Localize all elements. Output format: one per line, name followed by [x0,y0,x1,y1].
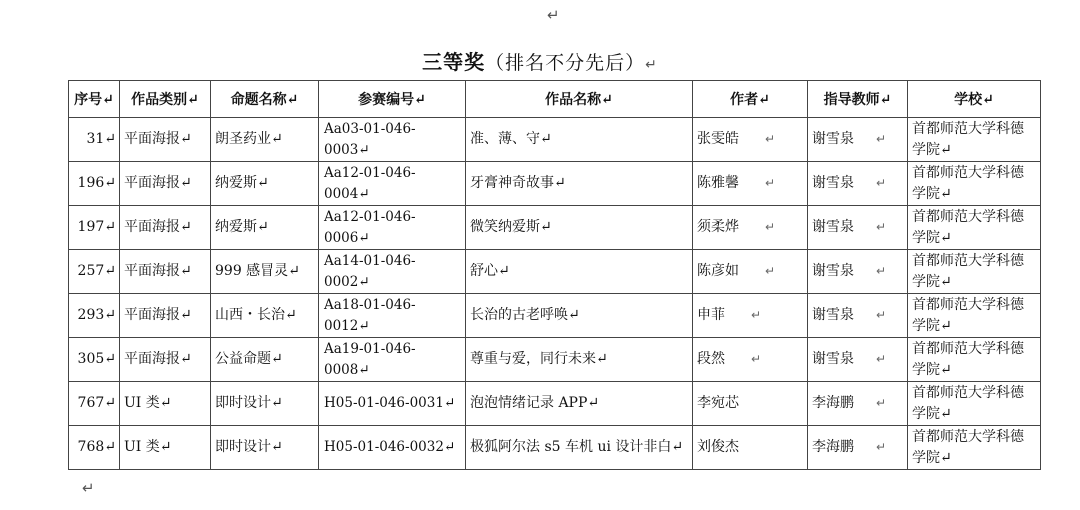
serial-number-cell: 257↵ [69,250,120,294]
category-cell: 平面海报↵ [120,338,211,382]
page-title [0,46,1080,75]
school-cell: 首都师范大学科德学院↵ [908,162,1041,206]
work-title-cell: 长治的古老呼唤↵ [466,294,693,338]
advisor-name: 谢雪泉 [812,263,854,279]
school-cell: 首都师范大学科德学院↵ [908,382,1041,426]
paragraph-mark: ↵ [876,352,887,366]
advisor-cell [808,338,908,382]
serial-number-cell: 767↵ [69,382,120,426]
serial-number-cell: 197↵ [69,206,120,250]
table-row [69,250,1041,294]
paragraph-mark: ↵ [876,308,887,322]
school-cell: 首都师范大学科德学院↵ [908,250,1041,294]
topic-cell: 公益命题↵ [211,338,319,382]
paragraph-mark: ↵ [876,440,887,454]
advisor-name: 谢雪泉 [812,219,854,235]
topic-cell: 纳爱斯↵ [211,162,319,206]
advisor-cell [808,250,908,294]
paragraph-mark-top: ↵ [547,6,560,24]
title-subtitle: （排名不分先后） [485,52,646,74]
topic-cell: 999 感冒灵↵ [211,250,319,294]
work-title-cell: 牙膏神奇故事↵ [466,162,693,206]
topic-cell: 即时设计↵ [211,382,319,426]
author-name: 陈雅馨 [697,175,739,191]
school-cell: 首都师范大学科德学院↵ [908,338,1041,382]
table-body [69,118,1041,470]
author-name: 刘俊杰 [697,439,739,455]
category-cell: UI 类↵ [120,382,211,426]
table-row [69,162,1041,206]
advisor-cell [808,382,908,426]
advisor-cell [808,118,908,162]
paragraph-mark: ↵ [876,396,887,410]
column-header: 作品类别↵ [120,81,211,118]
author-cell [693,338,808,382]
title-paragraph-mark: ↵ [645,57,658,73]
paragraph-mark: ↵ [876,264,887,278]
category-cell: 平面海报↵ [120,294,211,338]
paragraph-mark: ↵ [765,132,776,146]
category-cell: UI 类↵ [120,426,211,470]
author-name: 李宛芯 [697,395,739,411]
entry-code-cell: Aa18-01-046-0012↵ [319,294,466,338]
paragraph-mark: ↵ [876,132,887,146]
author-name: 申菲 [697,307,725,323]
author-cell [693,250,808,294]
topic-cell: 即时设计↵ [211,426,319,470]
paragraph-mark: ↵ [751,352,762,366]
author-cell [693,118,808,162]
table-row [69,118,1041,162]
entry-code-cell: Aa12-01-046-0004↵ [319,162,466,206]
serial-number-cell: 293↵ [69,294,120,338]
paragraph-mark: ↵ [765,176,776,190]
header-row [69,81,1041,118]
work-title-cell: 舒心↵ [466,250,693,294]
entry-code-cell: Aa03-01-046-0003↵ [319,118,466,162]
column-header: 作品名称↵ [466,81,693,118]
title-main: 三等奖 [422,50,486,74]
entry-code-cell: H05-01-046-0031↵ [319,382,466,426]
author-name: 陈彦如 [697,263,739,279]
author-cell [693,426,808,470]
paragraph-mark: ↵ [751,308,762,322]
topic-cell: 纳爱斯↵ [211,206,319,250]
school-cell: 首都师范大学科德学院↵ [908,206,1041,250]
work-title-cell: 微笑纳爱斯↵ [466,206,693,250]
column-header: 参赛编号↵ [319,81,466,118]
author-cell [693,382,808,426]
author-name: 张雯皓 [697,131,739,147]
category-cell: 平面海报↵ [120,162,211,206]
entry-code-cell: Aa14-01-046-0002↵ [319,250,466,294]
author-cell [693,294,808,338]
advisor-name: 李海鹏 [812,395,854,411]
paragraph-mark: ↵ [876,176,887,190]
table-row [69,206,1041,250]
topic-cell: 朗圣药业↵ [211,118,319,162]
entry-code-cell: Aa12-01-046-0006↵ [319,206,466,250]
school-cell: 首都师范大学科德学院↵ [908,294,1041,338]
column-header: 序号↵ [69,81,120,118]
advisor-name: 谢雪泉 [812,307,854,323]
table-row [69,294,1041,338]
paragraph-mark-bottom: ↵ [82,479,95,497]
school-cell: 首都师范大学科德学院↵ [908,118,1041,162]
author-cell [693,206,808,250]
author-name: 须柔烨 [697,219,739,235]
advisor-cell [808,206,908,250]
work-title-cell: 准、薄、守↵ [466,118,693,162]
table-row [69,382,1041,426]
advisor-cell [808,162,908,206]
paragraph-mark: ↵ [765,220,776,234]
category-cell: 平面海报↵ [120,206,211,250]
award-table [68,80,1041,470]
paragraph-mark: ↵ [765,264,776,278]
work-title-cell: 泡泡情绪记录 APP↵ [466,382,693,426]
category-cell: 平面海报↵ [120,118,211,162]
column-header: 作者↵ [693,81,808,118]
serial-number-cell: 196↵ [69,162,120,206]
topic-cell: 山西・长治↵ [211,294,319,338]
serial-number-cell: 305↵ [69,338,120,382]
advisor-name: 谢雪泉 [812,175,854,191]
advisor-cell [808,426,908,470]
paragraph-mark: ↵ [876,220,887,234]
advisor-name: 谢雪泉 [812,131,854,147]
work-title-cell: 尊重与爱，同行未来↵ [466,338,693,382]
table-row [69,426,1041,470]
work-title-cell: 极狐阿尔法 s5 车机 ui 设计非白↵ [466,426,693,470]
category-cell: 平面海报↵ [120,250,211,294]
author-name: 段然 [697,351,725,367]
serial-number-cell: 768↵ [69,426,120,470]
entry-code-cell: H05-01-046-0032↵ [319,426,466,470]
advisor-cell [808,294,908,338]
column-header: 指导教师↵ [808,81,908,118]
advisor-name: 谢雪泉 [812,351,854,367]
column-header: 学校↵ [908,81,1041,118]
entry-code-cell: Aa19-01-046-0008↵ [319,338,466,382]
serial-number-cell: 31↵ [69,118,120,162]
author-cell [693,162,808,206]
advisor-name: 李海鹏 [812,439,854,455]
table-header [69,81,1041,118]
column-header: 命题名称↵ [211,81,319,118]
table-row [69,338,1041,382]
school-cell: 首都师范大学科德学院↵ [908,426,1041,470]
